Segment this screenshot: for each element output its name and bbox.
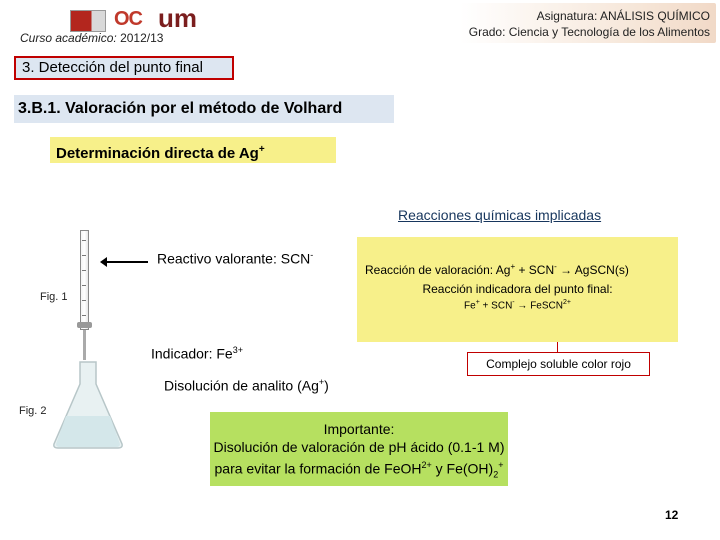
burette-tip — [83, 330, 86, 360]
burette-mark — [82, 255, 86, 256]
indicator-reaction-label: Reacción indicadora del punto final: — [422, 282, 613, 296]
important-line-2: Disolución de valoración de pH ácido (0.1-1 M) — [213, 439, 505, 455]
subject-banner — [460, 3, 716, 43]
university-logo — [70, 10, 106, 32]
um-logo: um — [158, 3, 197, 33]
page-number: 12 — [665, 508, 679, 522]
burette-mark — [82, 300, 86, 301]
topic-title: Determinación directa de Ag+ — [50, 137, 336, 163]
section-title: 3. Detección del punto final — [14, 56, 234, 80]
arrow-left-icon — [100, 257, 107, 267]
academic-year — [20, 31, 163, 45]
figure-1-label: Fig. 1 — [40, 291, 68, 303]
important-heading: Importante: — [323, 421, 395, 437]
indicator-reaction: Fe+ + SCN- → FeSCN$^{2+}$ — [464, 299, 571, 312]
burette-mark — [82, 270, 86, 271]
academic-year-label: Curso académico: — [20, 31, 117, 45]
figure-2-label: Fig. 2 — [19, 405, 47, 417]
important-note — [210, 420, 508, 483]
titrant-label: Reactivo valorante: SCN- — [157, 250, 314, 267]
erlenmeyer-flask-image — [52, 360, 124, 450]
connector-line — [557, 342, 558, 352]
important-line-3: para evitar la formación de FeOH$^{2+}$ y $Fe(OH)_2^+$ — [214, 460, 504, 480]
burette-mark — [82, 285, 86, 286]
degree-name: Grado: Ciencia y Tecnología de los Alimentos — [468, 25, 710, 39]
titration-reaction: Reacción de valoración: Ag+ + SCN- → AgSCN(s) — [365, 262, 629, 277]
reactions-title: Reacciones químicas implicadas — [398, 207, 602, 223]
arrow-line — [104, 261, 148, 263]
burette-mark — [82, 315, 86, 316]
stopcock-image — [77, 322, 92, 328]
burette-mark — [82, 240, 86, 241]
subject-name: Asignatura: ANÁLISIS QUÍMICO — [536, 9, 710, 23]
indicator-label: Indicador: $Fe^{3+}$ — [151, 345, 243, 362]
ocw-logo: OC — [114, 8, 142, 30]
complex-label: Complejo soluble color rojo — [467, 352, 650, 376]
academic-year-value: 2012/13 — [120, 31, 164, 45]
subsection-title: 3.B.1. Valoración por el método de Volhard — [14, 95, 394, 123]
analyte-label: Disolución de analito (Ag+) — [164, 377, 329, 394]
